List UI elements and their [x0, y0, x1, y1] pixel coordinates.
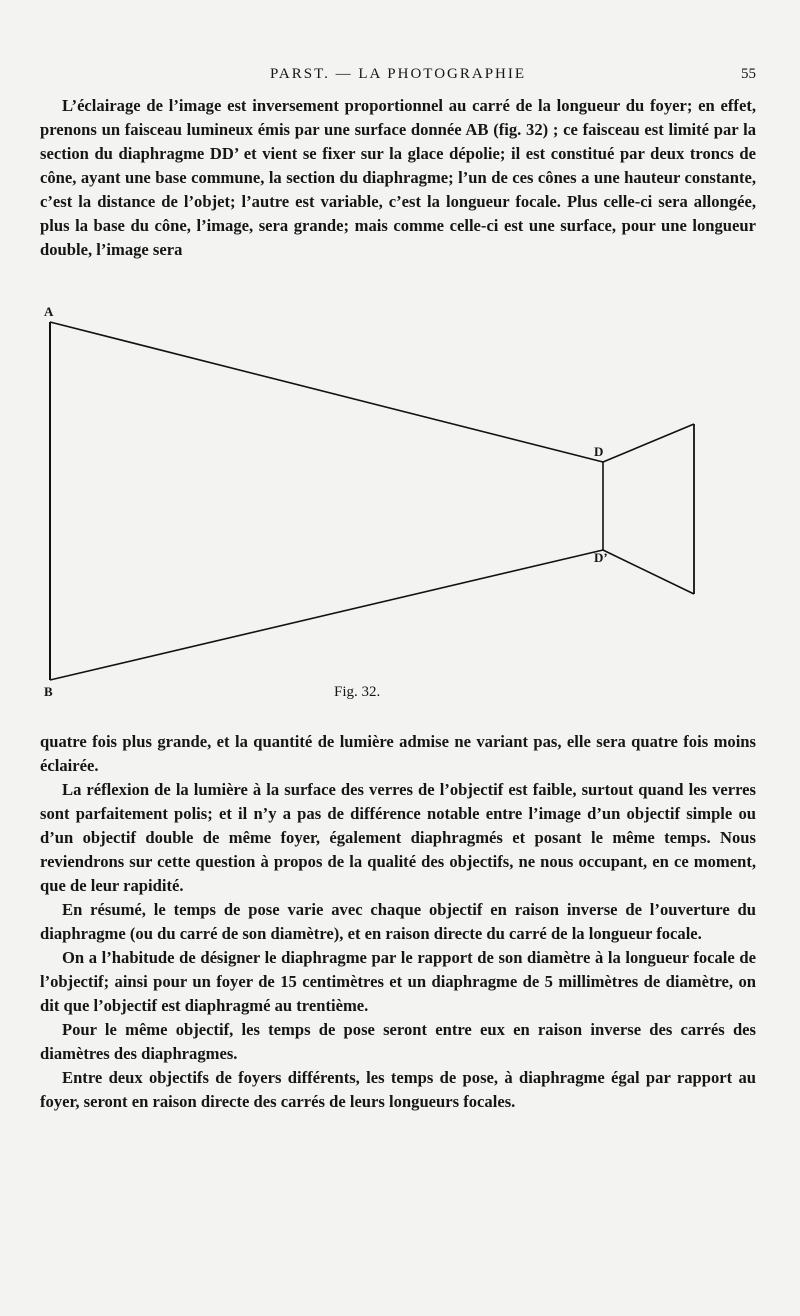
- image-ray-lower: [603, 550, 694, 594]
- image-ray-upper: [603, 424, 694, 462]
- page-header: [40, 62, 756, 88]
- bottom-text-block: [40, 730, 756, 1114]
- light-cone-diagram: [38, 302, 718, 712]
- label-b: B: [44, 684, 53, 699]
- paragraph: L’éclairage de l’image est inversement proportionnel au carré de la longueur du foyer; en effet, prenons un faisceau lumineux émis par une surface donnée AB (fig. 32) ; ce faisceau est limité par la section du diaphragme DD’ et vient se fixer sur la glace dépolie; il est constitué par deux troncs de cône, ayant une base commune, la section du diaphragme; l’un de ces cônes a une hauteur constante, c’est la distance de l’objet; l’autre est variable, c’est la longueur focale. Plus celle-ci sera allongée, plus la base du cône, l’image, sera grande; mais comme celle-ci est une surface, pour une longueur double, l’image sera: [40, 96, 756, 259]
- ray-upper: [50, 322, 603, 462]
- top-text-block: [40, 94, 756, 262]
- paragraph: Entre deux objectifs de foyers différents, les temps de pose, à diaphragme égal par rapport au foyer, seront en raison directe des carrés de leurs longueurs focales.: [40, 1068, 756, 1111]
- paragraph: quatre fois plus grande, et la quantité de lumière admise ne variant pas, elle sera quatre fois moins éclairée.: [40, 732, 756, 775]
- paragraph: On a l’habitude de désigner le diaphragme par le rapport de son diamètre à la longueur focale de l’objectif; ainsi pour un foyer de 15 centimètres et un diaphragme de 5 millimètres de diamètre, on dit que l’objectif est diaphragmé au trentième.: [40, 948, 756, 1015]
- paragraph: La réflexion de la lumière à la surface des verres de l’objectif est faible, surtout quand les verres sont parfaitement polis; et il n’y a pas de différence notable entre l’image d’un objectif simple ou d’un objectif double de même foyer, également diaphragmés et posant le même temps. Nous reviendrons sur cette question à propos de la qualité des objectifs, ne nous occupant, en ce moment, que de leur rapidité.: [40, 780, 756, 895]
- running-head: PARST. — LA PHOTOGRAPHIE: [269, 66, 527, 82]
- page-number: 55: [741, 66, 756, 82]
- paragraph: En résumé, le temps de pose varie avec chaque objectif en raison inverse de l’ouverture du diaphragme (ou du carré de son diamètre), et en raison directe du carré de la longueur focale.: [40, 900, 756, 943]
- figure-caption: Fig. 32.: [334, 684, 381, 700]
- label-d-prime: D’: [594, 550, 608, 565]
- paragraph: Pour le même objectif, les temps de pose seront entre eux en raison inverse des carrés des diamètres des diaphragmes.: [40, 1020, 756, 1063]
- label-d: D: [594, 444, 604, 459]
- ray-lower: [50, 550, 603, 680]
- figure-32: [38, 302, 718, 712]
- label-a: A: [44, 304, 54, 319]
